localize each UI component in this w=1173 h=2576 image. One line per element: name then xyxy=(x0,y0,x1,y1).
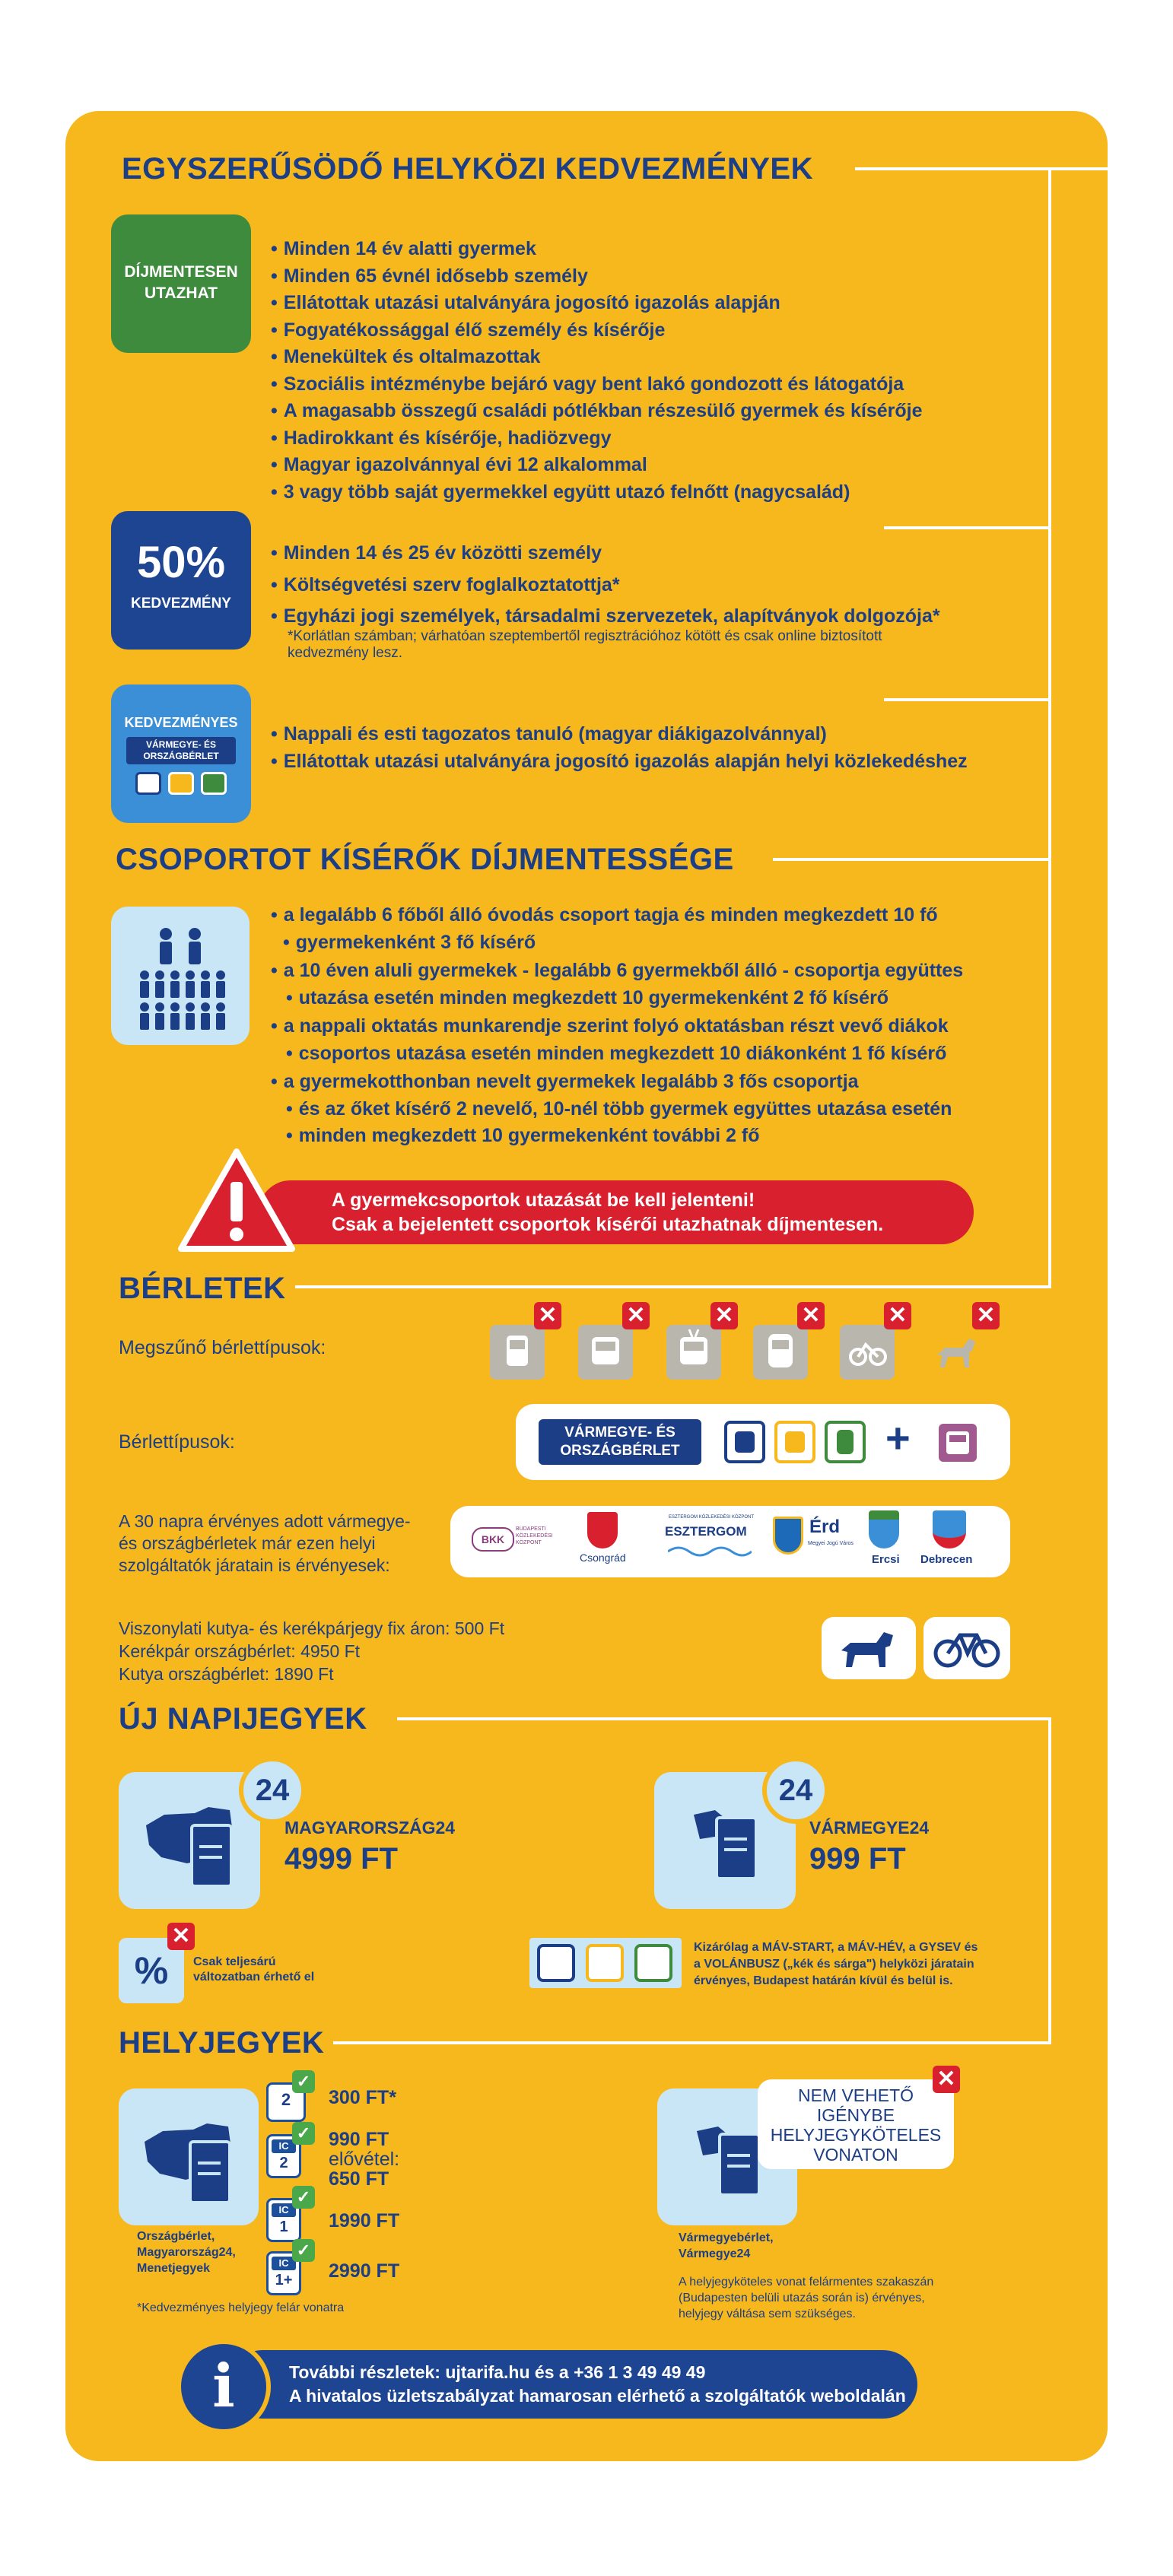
divider xyxy=(773,858,1051,861)
county-country-pass xyxy=(539,1419,701,1465)
seat-price: 2990 FT xyxy=(329,2260,400,2282)
list-item: • Hadirokkant és kísérője, hadiözvegy xyxy=(271,425,922,453)
discounted-list xyxy=(271,721,968,775)
erd-subtitle: Megyei Jogú Város xyxy=(808,1541,854,1546)
list-item: • Nappali és esti tagozatos tanuló (magyar diákigazolvánnyal) xyxy=(271,721,968,748)
info-line2: A hivatalos üzletszabályzat hamarosan elérhető a szolgáltatók weboldalán xyxy=(289,2386,906,2406)
left-caption xyxy=(137,2228,236,2276)
removed-mark: ✕ xyxy=(167,1923,195,1950)
info-bar xyxy=(228,2350,917,2419)
discount-label: KEDVEZMÉNY xyxy=(131,596,231,611)
list-item: • Menekültek és oltalmazottak xyxy=(271,344,922,371)
text-line: helyjegy váltása sem szükséges. xyxy=(679,2308,856,2320)
text-line: A helyjegyköteles vonat felármentes szakaszán xyxy=(679,2276,934,2289)
info-icon: i xyxy=(176,2339,271,2434)
csongrad-label: Csongrád xyxy=(580,1552,626,1564)
free-box-line2: UTAZHAT xyxy=(144,284,218,302)
warning-line2: Csak a bejelentett csoportok kísérői utazhatnak díjmentesen. xyxy=(332,1214,884,1235)
pass-types-label: Bérlettípusok: xyxy=(119,1431,235,1453)
text-line: HELYJEGYKÖTELES xyxy=(770,2125,942,2145)
text-line: érvényes, Budapest határán kívül és belül is. xyxy=(694,1974,953,1987)
list-item: • a gyermekotthonban nevelt gyermekek legalább 3 fős csoportja xyxy=(271,1069,1032,1096)
ic-label: IC xyxy=(272,2139,296,2153)
text-line: Csak teljesárú xyxy=(193,1955,276,1968)
free-travel-box xyxy=(111,214,251,353)
percent-icon: % xyxy=(119,1938,184,2003)
section-title-seat-tickets: HELYJEGYEK xyxy=(119,2026,325,2060)
hungary-map-icon xyxy=(119,2088,259,2225)
debrecen-crest-icon xyxy=(933,1510,966,1548)
train-icon xyxy=(753,1325,808,1380)
list-item: • A magasabb összegű családi pótlékban részesülő gyermek és kísérője xyxy=(271,398,922,425)
modes-strip xyxy=(529,1938,682,1988)
ticket-name: VÁRMEGYE24 xyxy=(809,1818,930,1838)
check-icon: ✓ xyxy=(292,2186,315,2209)
ercsi-crest-icon xyxy=(869,1510,899,1548)
coach-icon xyxy=(774,1421,815,1463)
divider xyxy=(884,526,1051,529)
right-note xyxy=(679,2274,933,2322)
dog-icon xyxy=(928,1325,983,1380)
text-line: A 30 napra érvényes adott vármegye- xyxy=(119,1511,411,1531)
check-icon: ✓ xyxy=(292,2122,315,2145)
section-title-discounts: EGYSZERŰSÖDŐ HELYKÖZI KEDVEZMÉNYEK xyxy=(122,152,813,186)
removed-mark: ✕ xyxy=(972,1302,1000,1329)
ic-label: IC xyxy=(272,2203,296,2217)
divider xyxy=(1048,167,1051,1285)
trolleybus-icon xyxy=(666,1325,721,1380)
info-line1: További részletek: ujtarifa.hu és a +36 1 3 49 49 49 xyxy=(289,2362,706,2382)
text-line: Kerékpár országbérlet: 4950 Ft xyxy=(119,1641,361,1661)
text-line: (Budapesten belüli utazás során is) érvényes, xyxy=(679,2292,925,2304)
modes-note xyxy=(694,1939,978,1990)
text-line: Országbérlet, xyxy=(137,2230,215,2243)
list-item: • Minden 14 év alatti gyermek xyxy=(271,236,922,263)
removed-mark: ✕ xyxy=(710,1302,738,1329)
class-2-tag: 2 xyxy=(266,2082,306,2122)
warning-banner xyxy=(259,1180,974,1244)
free-travel-list xyxy=(271,236,922,506)
list-item-cont: • csoportos utazása esetén minden megkezdett 10 diákonként 1 fő kísérő xyxy=(271,1040,1032,1068)
dog-icon xyxy=(822,1617,916,1679)
divider xyxy=(333,2041,1051,2044)
seat-price: 1990 FT xyxy=(329,2210,400,2231)
esztergom-wave-icon xyxy=(668,1544,752,1559)
dog-ticket-icon xyxy=(822,1617,916,1679)
list-item: • Minden 65 évnél idősebb személy xyxy=(271,263,922,291)
pass-line1: VÁRMEGYE- ÉS xyxy=(564,1425,676,1440)
seat-price-group xyxy=(329,2130,399,2189)
esztergom-logo: ESZTERGOM xyxy=(665,1524,747,1539)
text-line: és országbérletek már ezen helyi xyxy=(119,1533,376,1553)
free-box-line1: DÍJMENTESEN xyxy=(124,263,238,281)
divider xyxy=(295,1285,1051,1288)
discounted-label: KEDVEZMÉNYES xyxy=(124,715,238,730)
section-title-passes: BÉRLETEK xyxy=(119,1272,286,1305)
list-item: • a nappali oktatás munkarendje szerint folyó oktatásban részt vevő diákok xyxy=(271,1013,1032,1040)
text-line: Viszonylati kutya- és kerékpárjegy fix áron: 500 Ft xyxy=(119,1618,505,1638)
text-line: Kutya országbérlet: 1890 Ft xyxy=(119,1664,334,1684)
tram-icon xyxy=(490,1325,545,1380)
train-icon xyxy=(825,1421,866,1463)
divider xyxy=(1048,1717,1051,2044)
pass-types-panel xyxy=(516,1404,1010,1480)
bus-icon xyxy=(578,1325,633,1380)
list-item: • Ellátottak utazási utalványára jogosító igazolás alapján xyxy=(271,290,922,317)
local-transport-icon xyxy=(939,1424,977,1462)
removed-mark: ✕ xyxy=(884,1302,911,1329)
section-title-day-tickets: ÚJ NAPIJEGYEK xyxy=(119,1702,367,1736)
list-item-cont: • minden megkezdett 10 gyermekenként további 2 fő xyxy=(271,1123,1032,1150)
text-line: VONATON xyxy=(813,2145,898,2165)
list-item: • Szociális intézménybe bejáró vagy bent lakó gondozott és látogatója xyxy=(271,371,922,399)
group-icon xyxy=(111,907,250,1045)
csongrad-crest-icon xyxy=(587,1512,618,1548)
seat-price: 990 FT xyxy=(329,2129,389,2150)
list-item: • 3 vagy több saját gyermekkel együtt utazó felnőtt (nagycsalád) xyxy=(271,479,922,507)
list-item-cont: • és az őket kísérő 2 nevelő, 10-nél több gyermek együttes utazása esetén xyxy=(271,1096,1032,1123)
county-pass-line1: VÁRMEGYE- ÉS xyxy=(145,739,216,750)
group-escort-list xyxy=(271,902,1032,1150)
ic-label: IC xyxy=(272,2257,296,2270)
advance-label: elővétel: xyxy=(329,2149,400,2170)
bicycle-icon xyxy=(840,1325,895,1380)
local-operators-panel xyxy=(450,1506,1010,1577)
discounted-pass-box xyxy=(111,684,251,823)
text-line: Menetjegyek xyxy=(137,2262,211,2275)
full-price-note xyxy=(193,1955,314,1985)
list-item: • Magyar igazolvánnyal évi 12 alkalommal xyxy=(271,452,922,479)
coach-icon xyxy=(168,772,194,795)
valid-on-local-text xyxy=(119,1510,411,1577)
hungary-map-tile xyxy=(119,2088,259,2225)
text-line: Vármegye24 xyxy=(679,2247,751,2260)
not-usable-callout xyxy=(758,2079,954,2169)
bicycle-icon xyxy=(923,1617,1010,1679)
class-label: 1+ xyxy=(275,2272,293,2289)
removed-mark: ✕ xyxy=(797,1302,825,1329)
class-label: 2 xyxy=(279,2155,288,2171)
county-pass-line2: ORSZÁGBÉRLET xyxy=(143,751,219,761)
divider xyxy=(855,167,1108,170)
text-line: a VOLÁNBUSZ („kék és sárga") helyközi járatain xyxy=(694,1958,974,1971)
check-icon: ✓ xyxy=(292,2070,315,2093)
text-line: Vármegyebérlet, xyxy=(679,2231,774,2244)
removed-mark: ✕ xyxy=(933,2066,960,2093)
coach-icon xyxy=(586,1944,624,1982)
removed-mark: ✕ xyxy=(622,1302,650,1329)
divider xyxy=(884,698,1051,701)
24h-badge: 24 xyxy=(239,1757,306,1824)
bicycle-ticket-icon xyxy=(923,1617,1010,1679)
esztergom-subtitle: ESZTERGOM KÖZLEKEDÉSI KÖZPONT xyxy=(668,1515,755,1520)
ticket-price: 999 FT xyxy=(809,1842,906,1876)
bus-icon xyxy=(724,1421,765,1463)
list-item: • Költségvetési szerv foglalkoztatottja* xyxy=(271,572,940,599)
ticket-price: 4999 FT xyxy=(285,1842,398,1876)
mode-icons xyxy=(135,772,227,795)
removed-mark: ✕ xyxy=(534,1302,561,1329)
list-item: • a 10 éven aluli gyermekek - legalább 6 gyermekből álló - csoportja együttes xyxy=(271,958,1032,985)
class-label: 1 xyxy=(279,2219,288,2235)
list-item-cont: • utazása esetén minden megkezdett 10 gyermekenként 2 fő kísérő xyxy=(271,985,1032,1012)
24h-badge: 24 xyxy=(762,1757,829,1824)
bus-icon xyxy=(537,1944,575,1982)
ceasing-passes-label: Megszűnő bérlettípusok: xyxy=(119,1337,326,1358)
list-item-cont: • gyermekenként 3 fő kísérő xyxy=(271,929,1032,957)
half-discount-box xyxy=(111,511,251,650)
list-item: • Ellátottak utazási utalványára jogosító igazolás alapján helyi közlekedéshez xyxy=(271,748,968,776)
county-pass-tag xyxy=(126,737,236,764)
half-discount-note: *Korlátlan számban; várhatóan szeptembertől regisztrációhoz kötött és csak online biztosított kedvezmény lesz. xyxy=(288,628,882,661)
erd-logo: Érd xyxy=(809,1517,841,1537)
bkk-subtitle: BUDAPESTI KÖZLEKEDÉSI KÖZPONT xyxy=(516,1526,553,1545)
seat-price: 300 FT* xyxy=(329,2087,396,2108)
train-icon xyxy=(201,772,227,795)
right-caption xyxy=(679,2230,774,2262)
list-item: • Fogyatékossággal élő személy és kísérője xyxy=(271,317,922,345)
text-line: Magyarország24, xyxy=(137,2246,236,2259)
pass-line2: ORSZÁGBÉRLET xyxy=(560,1443,680,1459)
warning-line1: A gyermekcsoportok utazását be kell jelenteni! xyxy=(332,1190,755,1211)
text-line: változatban érhető el xyxy=(193,1971,315,1984)
train-icon xyxy=(634,1944,672,1982)
text-line: Kizárólag a MÁV-START, a MÁV-HÉV, a GYSEV és xyxy=(694,1941,978,1954)
debrecen-label: Debrecen xyxy=(920,1553,973,1566)
erd-crest-icon xyxy=(773,1517,803,1555)
text-line: NEM VEHETŐ xyxy=(797,2085,914,2105)
ticket-name: MAGYARORSZÁG24 xyxy=(285,1818,456,1838)
half-discount-list xyxy=(271,540,940,631)
check-icon: ✓ xyxy=(292,2239,315,2262)
bus-icon xyxy=(135,772,161,795)
group-people-icon xyxy=(111,907,250,1045)
text-line: IGÉNYBE xyxy=(816,2105,895,2125)
list-item: • Minden 14 és 25 év közötti személy xyxy=(271,540,940,567)
divider xyxy=(397,1717,1051,1720)
section-title-group-escorts: CSOPORTOT KÍSÉRŐK DÍJMENTESSÉGE xyxy=(116,843,734,876)
percent-label: 50% xyxy=(136,538,226,587)
advance-price: 650 FT xyxy=(329,2168,389,2190)
list-item: • a legalább 6 főből álló óvodás csoport tagja és minden megkezdett 10 fő xyxy=(271,902,1032,929)
ercsi-label: Ercsi xyxy=(872,1553,900,1566)
warning-icon xyxy=(176,1147,297,1253)
bkk-logo: BKK xyxy=(472,1527,514,1552)
seat-footnote: *Kedvezményes helyjegy felár vonatra xyxy=(137,2301,345,2314)
fixed-price-text xyxy=(119,1617,504,1685)
plus-icon: + xyxy=(885,1414,911,1462)
text-line: szolgáltatók járatain is érvényesek: xyxy=(119,1555,390,1575)
list-item: • Egyházi jogi személyek, társadalmi szervezetek, alapítványok dolgozója* xyxy=(271,603,940,631)
